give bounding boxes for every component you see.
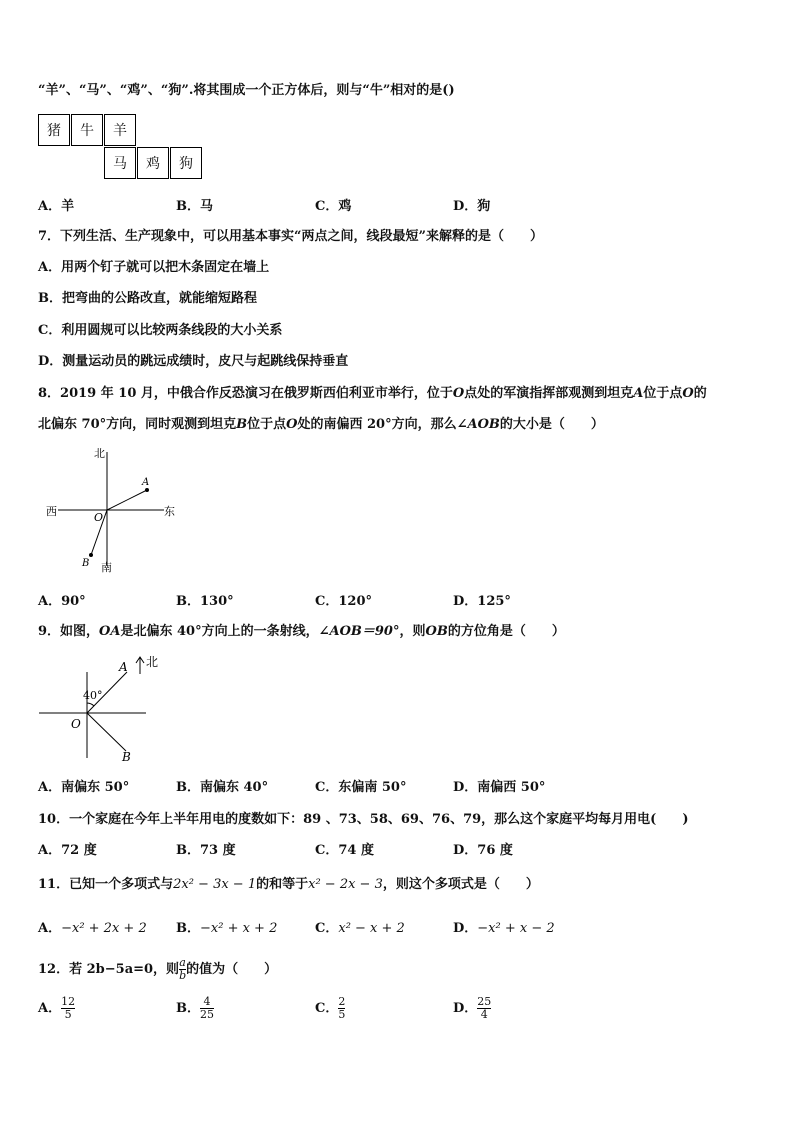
q11-option-c: C．x² − x + 2 xyxy=(315,921,405,936)
q11-stem: 11．已知一个多项式与2x² − 3x − 1的和等于x² − 2x − 3，则这个多项式是（ ） xyxy=(38,877,539,892)
q8-option-b: B．130° xyxy=(176,594,234,609)
label-b: B xyxy=(82,558,90,569)
net-cell: 马 xyxy=(104,147,136,179)
q11-option-b: B．−x² + x + 2 xyxy=(176,921,278,936)
q10-stem: 10．一个家庭在今年上半年用电的度数如下：89 、73、58、69、76、79，那么这个家庭平均每月用电( ) xyxy=(38,812,689,827)
q10-option-d: D．76 度 xyxy=(453,843,513,858)
q7-option-c: C．利用圆规可以比较两条线段的大小关系 xyxy=(38,323,283,338)
q7-stem: 7．下列生活、生产现象中，可以用基本事实“两点之间，线段最短”来解释的是（ ） xyxy=(38,229,544,244)
q11-option-d: D．−x² + x − 2 xyxy=(453,921,555,936)
q6-option-d: D．狗 xyxy=(453,199,491,214)
q8-stem-line2: 北偏东 70°方向，同时观测到坦克B位于点O处的南偏西 20°方向，那么∠AOB的大小是（ ） xyxy=(38,417,604,432)
q10-option-c: C．74 度 xyxy=(315,843,374,858)
ray-oa xyxy=(107,490,147,510)
label-a: A xyxy=(119,660,128,674)
q9-option-a: A．南偏东 50° xyxy=(38,780,130,795)
net-cell: 狗 xyxy=(170,147,202,179)
label-angle: 40° xyxy=(83,689,103,702)
q8-compass-figure xyxy=(40,440,190,580)
q7-option-b: B．把弯曲的公路改直，就能缩短路程 xyxy=(38,291,257,306)
label-east: 东 xyxy=(164,505,175,518)
q6-stem: “羊”、“马”、“鸡”、“狗”.将其围成一个正方体后，则与“牛”相对的是() xyxy=(38,83,455,98)
q7-option-a: A．用两个钉子就可以把木条固定在墙上 xyxy=(38,260,270,275)
net-cell: 鸡 xyxy=(137,147,169,179)
net-cell: 猪 xyxy=(38,114,70,146)
q9-option-b: B．南偏东 40° xyxy=(176,780,269,795)
q9-option-d: D．南偏西 50° xyxy=(453,780,546,795)
q12-option-d: D． $\frac{25}{4}$ xyxy=(453,995,492,1021)
q6-option-c: C．鸡 xyxy=(315,199,352,214)
q8-option-d: D．125° xyxy=(453,594,511,609)
q9-stem: 9．如图，OA是北偏东 40°方向上的一条射线，∠AOB＝90°，则OB的方位角是（ ） xyxy=(38,624,565,639)
label-south: 南 xyxy=(101,561,112,574)
q11-option-a: A．−x² + 2x + 2 xyxy=(38,921,147,936)
label-o: O xyxy=(71,717,81,731)
angle-arc xyxy=(87,703,94,706)
q8-stem-line1: 8．2019 年 10 月，中俄合作反恐演习在俄罗斯西伯利亚市举行，位于O点处的军演指挥部观测到坦克A位于点O的 xyxy=(38,386,707,401)
q12-option-b: B． $\frac{4}{25}$ xyxy=(176,995,214,1021)
q6-option-a: A．羊 xyxy=(38,199,75,214)
q10-option-b: B．73 度 xyxy=(176,843,236,858)
q12-option-a: A． $\frac{12}{5}$ xyxy=(38,995,76,1021)
label-north: 北 xyxy=(94,447,105,460)
q9-bearing-figure xyxy=(36,650,166,770)
net-cell: 羊 xyxy=(104,114,136,146)
q12-option-c: C． $\frac{2}{5}$ xyxy=(315,995,346,1021)
label-b: B xyxy=(122,750,131,764)
ray-ob xyxy=(87,713,126,751)
q12-stem: 12．若 2b−5a=0，则 $\frac{a}{b}$ 的值为（ ） xyxy=(38,956,278,982)
net-cell: 牛 xyxy=(71,114,103,146)
q8-option-c: C．120° xyxy=(315,594,372,609)
label-o: O xyxy=(94,511,104,524)
point-a xyxy=(145,488,149,492)
label-west: 西 xyxy=(46,505,57,518)
q9-option-c: C．东偏南 50° xyxy=(315,780,407,795)
label-north: 北 xyxy=(146,655,159,669)
label-a: A xyxy=(142,477,150,488)
q7-option-d: D．测量运动员的跳远成绩时，皮尺与起跳线保持垂直 xyxy=(38,354,349,369)
point-b xyxy=(89,553,93,557)
q8-option-a: A．90° xyxy=(38,594,86,609)
q10-option-a: A．72 度 xyxy=(38,843,97,858)
q6-option-b: B．马 xyxy=(176,199,213,214)
